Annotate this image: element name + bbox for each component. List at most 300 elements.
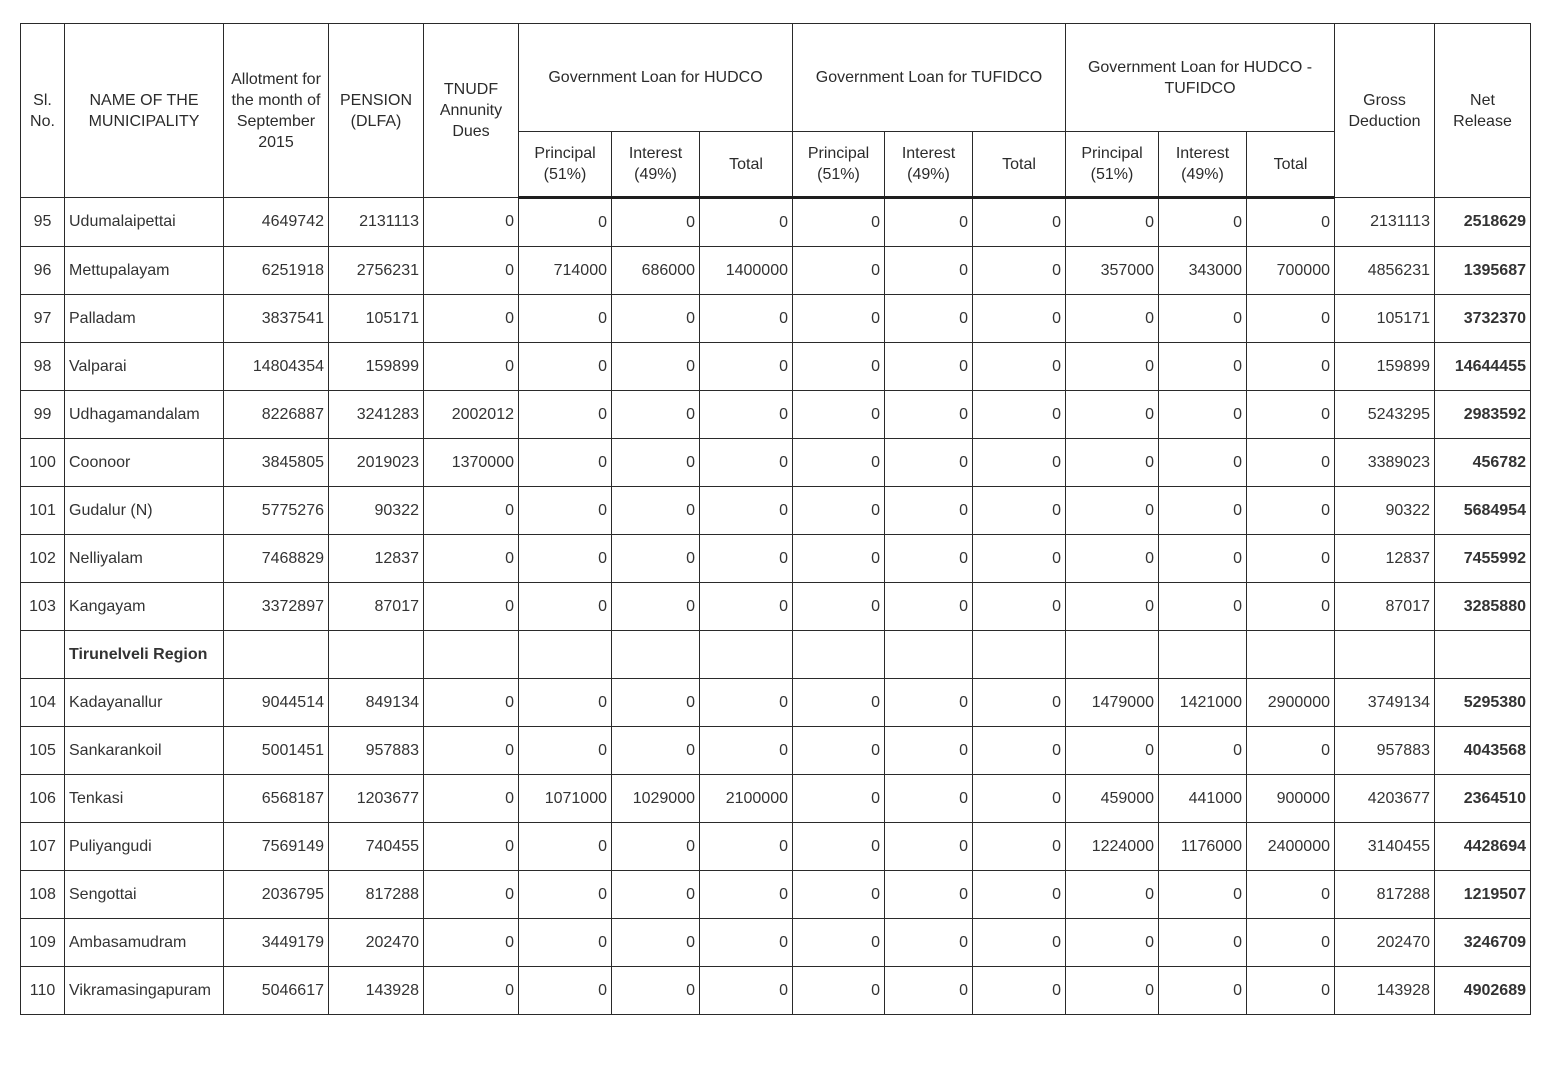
net-release-cell: 5295380 bbox=[1435, 679, 1531, 727]
hudco-tufidco-total-cell: 0 bbox=[1247, 295, 1335, 343]
hudco-principal-cell: 0 bbox=[519, 871, 612, 919]
table-row bbox=[21, 439, 1531, 487]
pension-cell: 2019023 bbox=[329, 439, 424, 487]
allotment-cell: 2036795 bbox=[224, 871, 329, 919]
hudco-tufidco-principal-cell: 0 bbox=[1066, 535, 1159, 583]
allotment-cell: 6568187 bbox=[224, 775, 329, 823]
net-release-cell: 7455992 bbox=[1435, 535, 1531, 583]
hudco-interest-cell: 0 bbox=[612, 871, 700, 919]
tnudf-cell: 0 bbox=[424, 919, 519, 967]
pension-cell: 1203677 bbox=[329, 775, 424, 823]
municipality-name-cell: Coonoor bbox=[65, 439, 224, 487]
tufidco-interest-cell: 0 bbox=[885, 679, 973, 727]
pension-cell: 105171 bbox=[329, 295, 424, 343]
allotment-cell: 5001451 bbox=[224, 727, 329, 775]
tufidco-interest-cell: 0 bbox=[885, 535, 973, 583]
hudco-tufidco-interest-cell: 0 bbox=[1159, 439, 1247, 487]
header-hudco-tufidco-principal: Principal (51%) bbox=[1066, 132, 1159, 198]
hudco-principal-cell: 0 bbox=[519, 823, 612, 871]
net-release-cell: 5684954 bbox=[1435, 487, 1531, 535]
gross-deduction-cell: 202470 bbox=[1335, 919, 1435, 967]
pension-cell: 159899 bbox=[329, 343, 424, 391]
table-row bbox=[21, 487, 1531, 535]
hudco-interest-cell: 0 bbox=[612, 343, 700, 391]
net-release-cell: 3246709 bbox=[1435, 919, 1531, 967]
hudco-interest-cell: 0 bbox=[612, 583, 700, 631]
sl-no-cell: 98 bbox=[21, 343, 65, 391]
allotment-cell: 4649742 bbox=[224, 198, 329, 247]
region-empty-cell bbox=[793, 631, 885, 679]
hudco-tufidco-principal-cell: 0 bbox=[1066, 439, 1159, 487]
gross-deduction-cell: 3389023 bbox=[1335, 439, 1435, 487]
hudco-interest-cell: 0 bbox=[612, 535, 700, 583]
hudco-tufidco-interest-cell: 0 bbox=[1159, 871, 1247, 919]
tufidco-principal-cell: 0 bbox=[793, 871, 885, 919]
region-empty-cell bbox=[519, 631, 612, 679]
allotment-cell: 3449179 bbox=[224, 919, 329, 967]
tufidco-principal-cell: 0 bbox=[793, 535, 885, 583]
tufidco-total-cell: 0 bbox=[973, 295, 1066, 343]
net-release-cell: 14644455 bbox=[1435, 343, 1531, 391]
hudco-total-cell: 0 bbox=[700, 823, 793, 871]
table-row bbox=[21, 919, 1531, 967]
region-empty-cell bbox=[885, 631, 973, 679]
document-page bbox=[20, 23, 1531, 1015]
region-empty-cell bbox=[1247, 631, 1335, 679]
region-empty-cell bbox=[224, 631, 329, 679]
pension-cell: 2131113 bbox=[329, 198, 424, 247]
hudco-principal-cell: 0 bbox=[519, 343, 612, 391]
header-hudco-tufidco-total: Total bbox=[1247, 132, 1335, 198]
hudco-tufidco-total-cell: 0 bbox=[1247, 198, 1335, 247]
gross-deduction-cell: 4203677 bbox=[1335, 775, 1435, 823]
hudco-interest-cell: 0 bbox=[612, 198, 700, 247]
hudco-tufidco-total-cell: 2400000 bbox=[1247, 823, 1335, 871]
header-tufidco-interest: Interest (49%) bbox=[885, 132, 973, 198]
pension-cell: 202470 bbox=[329, 919, 424, 967]
hudco-tufidco-interest-cell: 0 bbox=[1159, 391, 1247, 439]
hudco-principal-cell: 0 bbox=[519, 583, 612, 631]
hudco-principal-cell: 1071000 bbox=[519, 775, 612, 823]
municipality-name-cell: Kangayam bbox=[65, 583, 224, 631]
hudco-principal-cell: 0 bbox=[519, 439, 612, 487]
pension-cell: 817288 bbox=[329, 871, 424, 919]
hudco-interest-cell: 1029000 bbox=[612, 775, 700, 823]
tufidco-total-cell: 0 bbox=[973, 391, 1066, 439]
region-empty-cell bbox=[700, 631, 793, 679]
pension-cell: 143928 bbox=[329, 967, 424, 1015]
sl-no-cell: 101 bbox=[21, 487, 65, 535]
municipality-name-cell: Tenkasi bbox=[65, 775, 224, 823]
hudco-interest-cell: 0 bbox=[612, 727, 700, 775]
tufidco-principal-cell: 0 bbox=[793, 343, 885, 391]
tufidco-interest-cell: 0 bbox=[885, 775, 973, 823]
header-tufidco-total: Total bbox=[973, 132, 1066, 198]
region-empty-cell bbox=[973, 631, 1066, 679]
hudco-principal-cell: 0 bbox=[519, 487, 612, 535]
header-group-hudco: Government Loan for HUDCO bbox=[519, 24, 793, 132]
net-release-cell: 2364510 bbox=[1435, 775, 1531, 823]
gross-deduction-cell: 2131113 bbox=[1335, 198, 1435, 247]
hudco-interest-cell: 0 bbox=[612, 295, 700, 343]
tufidco-interest-cell: 0 bbox=[885, 295, 973, 343]
hudco-tufidco-total-cell: 2900000 bbox=[1247, 679, 1335, 727]
municipality-name-cell: Ambasamudram bbox=[65, 919, 224, 967]
hudco-tufidco-interest-cell: 1176000 bbox=[1159, 823, 1247, 871]
region-empty-cell bbox=[1335, 631, 1435, 679]
gross-deduction-cell: 5243295 bbox=[1335, 391, 1435, 439]
hudco-total-cell: 0 bbox=[700, 198, 793, 247]
pension-cell: 2756231 bbox=[329, 247, 424, 295]
header-group-tufidco: Government Loan for TUFIDCO bbox=[793, 24, 1066, 132]
hudco-tufidco-total-cell: 0 bbox=[1247, 487, 1335, 535]
region-empty-cell bbox=[1066, 631, 1159, 679]
pension-cell: 12837 bbox=[329, 535, 424, 583]
tufidco-total-cell: 0 bbox=[973, 535, 1066, 583]
net-release-cell: 2983592 bbox=[1435, 391, 1531, 439]
hudco-tufidco-principal-cell: 1224000 bbox=[1066, 823, 1159, 871]
hudco-tufidco-total-cell: 700000 bbox=[1247, 247, 1335, 295]
gross-deduction-cell: 143928 bbox=[1335, 967, 1435, 1015]
gross-deduction-cell: 105171 bbox=[1335, 295, 1435, 343]
tufidco-principal-cell: 0 bbox=[793, 295, 885, 343]
gross-deduction-cell: 87017 bbox=[1335, 583, 1435, 631]
hudco-tufidco-principal-cell: 0 bbox=[1066, 343, 1159, 391]
hudco-tufidco-total-cell: 0 bbox=[1247, 439, 1335, 487]
hudco-principal-cell: 0 bbox=[519, 198, 612, 247]
hudco-tufidco-total-cell: 0 bbox=[1247, 967, 1335, 1015]
municipality-name-cell: Udumalaipettai bbox=[65, 198, 224, 247]
net-release-cell: 4902689 bbox=[1435, 967, 1531, 1015]
hudco-principal-cell: 0 bbox=[519, 679, 612, 727]
table-row bbox=[21, 198, 1531, 247]
gross-deduction-cell: 12837 bbox=[1335, 535, 1435, 583]
allotment-cell: 9044514 bbox=[224, 679, 329, 727]
tufidco-principal-cell: 0 bbox=[793, 198, 885, 247]
allotment-cell: 14804354 bbox=[224, 343, 329, 391]
hudco-tufidco-total-cell: 0 bbox=[1247, 391, 1335, 439]
tufidco-principal-cell: 0 bbox=[793, 679, 885, 727]
hudco-total-cell: 0 bbox=[700, 679, 793, 727]
region-row bbox=[21, 631, 1531, 679]
tufidco-total-cell: 0 bbox=[973, 583, 1066, 631]
tufidco-total-cell: 0 bbox=[973, 487, 1066, 535]
allotment-cell: 3845805 bbox=[224, 439, 329, 487]
sl-no-cell: 108 bbox=[21, 871, 65, 919]
hudco-total-cell: 0 bbox=[700, 295, 793, 343]
sl-no-cell: 104 bbox=[21, 679, 65, 727]
tufidco-total-cell: 0 bbox=[973, 247, 1066, 295]
tnudf-cell: 2002012 bbox=[424, 391, 519, 439]
pension-cell: 90322 bbox=[329, 487, 424, 535]
tufidco-principal-cell: 0 bbox=[793, 391, 885, 439]
hudco-tufidco-principal-cell: 459000 bbox=[1066, 775, 1159, 823]
sl-no-cell: 95 bbox=[21, 198, 65, 247]
hudco-total-cell: 0 bbox=[700, 919, 793, 967]
net-release-cell: 456782 bbox=[1435, 439, 1531, 487]
hudco-tufidco-principal-cell: 0 bbox=[1066, 967, 1159, 1015]
tufidco-total-cell: 0 bbox=[973, 679, 1066, 727]
gross-deduction-cell: 817288 bbox=[1335, 871, 1435, 919]
hudco-tufidco-interest-cell: 0 bbox=[1159, 343, 1247, 391]
sl-no-cell: 109 bbox=[21, 919, 65, 967]
hudco-interest-cell: 0 bbox=[612, 439, 700, 487]
header-group-hudco-tufidco: Government Loan for HUDCO - TUFIDCO bbox=[1066, 24, 1335, 132]
pension-cell: 740455 bbox=[329, 823, 424, 871]
pension-cell: 957883 bbox=[329, 727, 424, 775]
hudco-principal-cell: 0 bbox=[519, 295, 612, 343]
allotment-cell: 7569149 bbox=[224, 823, 329, 871]
municipality-name-cell: Kadayanallur bbox=[65, 679, 224, 727]
municipality-release-table bbox=[20, 23, 1531, 1015]
table-row bbox=[21, 727, 1531, 775]
hudco-interest-cell: 0 bbox=[612, 487, 700, 535]
hudco-tufidco-interest-cell: 343000 bbox=[1159, 247, 1247, 295]
tufidco-interest-cell: 0 bbox=[885, 391, 973, 439]
municipality-name-cell: Gudalur (N) bbox=[65, 487, 224, 535]
sl-no-cell: 106 bbox=[21, 775, 65, 823]
tufidco-principal-cell: 0 bbox=[793, 727, 885, 775]
hudco-interest-cell: 0 bbox=[612, 823, 700, 871]
region-empty-cell bbox=[1435, 631, 1531, 679]
hudco-tufidco-interest-cell: 0 bbox=[1159, 198, 1247, 247]
tufidco-interest-cell: 0 bbox=[885, 919, 973, 967]
allotment-cell: 7468829 bbox=[224, 535, 329, 583]
municipality-name-cell: Puliyangudi bbox=[65, 823, 224, 871]
hudco-principal-cell: 714000 bbox=[519, 247, 612, 295]
net-release-cell: 4043568 bbox=[1435, 727, 1531, 775]
tnudf-cell: 0 bbox=[424, 823, 519, 871]
gross-deduction-cell: 3749134 bbox=[1335, 679, 1435, 727]
hudco-interest-cell: 0 bbox=[612, 919, 700, 967]
tufidco-principal-cell: 0 bbox=[793, 583, 885, 631]
header-tnudf: TNUDF Annunity Dues bbox=[424, 24, 519, 198]
tufidco-total-cell: 0 bbox=[973, 919, 1066, 967]
sl-no-cell: 107 bbox=[21, 823, 65, 871]
tufidco-total-cell: 0 bbox=[973, 343, 1066, 391]
tufidco-interest-cell: 0 bbox=[885, 727, 973, 775]
tufidco-total-cell: 0 bbox=[973, 727, 1066, 775]
gross-deduction-cell: 90322 bbox=[1335, 487, 1435, 535]
tnudf-cell: 0 bbox=[424, 343, 519, 391]
tufidco-principal-cell: 0 bbox=[793, 967, 885, 1015]
sl-no-cell: 105 bbox=[21, 727, 65, 775]
tufidco-total-cell: 0 bbox=[973, 439, 1066, 487]
tufidco-interest-cell: 0 bbox=[885, 247, 973, 295]
municipality-name-cell: Sankarankoil bbox=[65, 727, 224, 775]
tufidco-interest-cell: 0 bbox=[885, 967, 973, 1015]
hudco-tufidco-interest-cell: 0 bbox=[1159, 919, 1247, 967]
hudco-tufidco-principal-cell: 0 bbox=[1066, 295, 1159, 343]
sl-no-cell: 110 bbox=[21, 967, 65, 1015]
hudco-tufidco-total-cell: 0 bbox=[1247, 343, 1335, 391]
hudco-interest-cell: 0 bbox=[612, 679, 700, 727]
sl-no-cell: 102 bbox=[21, 535, 65, 583]
tufidco-interest-cell: 0 bbox=[885, 198, 973, 247]
header-municipality-name: NAME OF THE MUNICIPALITY bbox=[65, 24, 224, 198]
header-hudco-total: Total bbox=[700, 132, 793, 198]
table-row bbox=[21, 679, 1531, 727]
tnudf-cell: 0 bbox=[424, 727, 519, 775]
tufidco-interest-cell: 0 bbox=[885, 823, 973, 871]
allotment-cell: 3372897 bbox=[224, 583, 329, 631]
hudco-tufidco-total-cell: 0 bbox=[1247, 919, 1335, 967]
tufidco-principal-cell: 0 bbox=[793, 247, 885, 295]
hudco-tufidco-principal-cell: 0 bbox=[1066, 198, 1159, 247]
tufidco-total-cell: 0 bbox=[973, 775, 1066, 823]
tnudf-cell: 1370000 bbox=[424, 439, 519, 487]
pension-cell: 3241283 bbox=[329, 391, 424, 439]
sl-no-cell: 103 bbox=[21, 583, 65, 631]
hudco-tufidco-interest-cell: 0 bbox=[1159, 967, 1247, 1015]
sl-no-cell: 97 bbox=[21, 295, 65, 343]
hudco-tufidco-principal-cell: 357000 bbox=[1066, 247, 1159, 295]
allotment-cell: 5046617 bbox=[224, 967, 329, 1015]
header-hudco-interest: Interest (49%) bbox=[612, 132, 700, 198]
hudco-tufidco-principal-cell: 0 bbox=[1066, 583, 1159, 631]
hudco-tufidco-total-cell: 0 bbox=[1247, 871, 1335, 919]
hudco-principal-cell: 0 bbox=[519, 391, 612, 439]
net-release-cell: 3285880 bbox=[1435, 583, 1531, 631]
hudco-tufidco-principal-cell: 0 bbox=[1066, 391, 1159, 439]
tufidco-principal-cell: 0 bbox=[793, 439, 885, 487]
region-empty-cell bbox=[612, 631, 700, 679]
hudco-principal-cell: 0 bbox=[519, 727, 612, 775]
region-empty-cell bbox=[424, 631, 519, 679]
table-row bbox=[21, 967, 1531, 1015]
net-release-cell: 2518629 bbox=[1435, 198, 1531, 247]
table-row bbox=[21, 823, 1531, 871]
tufidco-principal-cell: 0 bbox=[793, 487, 885, 535]
table-body bbox=[21, 198, 1531, 1015]
tnudf-cell: 0 bbox=[424, 295, 519, 343]
municipality-name-cell: Palladam bbox=[65, 295, 224, 343]
hudco-total-cell: 0 bbox=[700, 391, 793, 439]
municipality-name-cell: Sengottai bbox=[65, 871, 224, 919]
tnudf-cell: 0 bbox=[424, 775, 519, 823]
hudco-total-cell: 0 bbox=[700, 535, 793, 583]
table-row bbox=[21, 583, 1531, 631]
tnudf-cell: 0 bbox=[424, 198, 519, 247]
hudco-tufidco-total-cell: 0 bbox=[1247, 583, 1335, 631]
allotment-cell: 6251918 bbox=[224, 247, 329, 295]
tnudf-cell: 0 bbox=[424, 535, 519, 583]
tnudf-cell: 0 bbox=[424, 967, 519, 1015]
hudco-total-cell: 0 bbox=[700, 487, 793, 535]
table-row bbox=[21, 391, 1531, 439]
net-release-cell: 4428694 bbox=[1435, 823, 1531, 871]
hudco-tufidco-principal-cell: 1479000 bbox=[1066, 679, 1159, 727]
tufidco-total-cell: 0 bbox=[973, 823, 1066, 871]
tnudf-cell: 0 bbox=[424, 487, 519, 535]
table-row bbox=[21, 295, 1531, 343]
table-row bbox=[21, 871, 1531, 919]
tufidco-principal-cell: 0 bbox=[793, 823, 885, 871]
tufidco-interest-cell: 0 bbox=[885, 871, 973, 919]
tufidco-total-cell: 0 bbox=[973, 967, 1066, 1015]
hudco-total-cell: 0 bbox=[700, 343, 793, 391]
header-tufidco-principal: Principal (51%) bbox=[793, 132, 885, 198]
region-label: Tirunelveli Region bbox=[65, 631, 224, 679]
gross-deduction-cell: 159899 bbox=[1335, 343, 1435, 391]
hudco-interest-cell: 0 bbox=[612, 967, 700, 1015]
header-allotment: Allotment for the month of September 2015 bbox=[224, 24, 329, 198]
sl-no-cell: 99 bbox=[21, 391, 65, 439]
pension-cell: 87017 bbox=[329, 583, 424, 631]
tufidco-total-cell: 0 bbox=[973, 198, 1066, 247]
gross-deduction-cell: 4856231 bbox=[1335, 247, 1435, 295]
region-empty-cell bbox=[329, 631, 424, 679]
gross-deduction-cell: 3140455 bbox=[1335, 823, 1435, 871]
hudco-tufidco-interest-cell: 0 bbox=[1159, 727, 1247, 775]
municipality-name-cell: Udhagamandalam bbox=[65, 391, 224, 439]
header-sl-no: Sl. No. bbox=[21, 24, 65, 198]
hudco-principal-cell: 0 bbox=[519, 919, 612, 967]
hudco-total-cell: 0 bbox=[700, 583, 793, 631]
tufidco-total-cell: 0 bbox=[973, 871, 1066, 919]
gross-deduction-cell: 957883 bbox=[1335, 727, 1435, 775]
tufidco-interest-cell: 0 bbox=[885, 583, 973, 631]
table-row bbox=[21, 535, 1531, 583]
pension-cell: 849134 bbox=[329, 679, 424, 727]
tnudf-cell: 0 bbox=[424, 247, 519, 295]
hudco-tufidco-interest-cell: 1421000 bbox=[1159, 679, 1247, 727]
header-gross-deduction: Gross Deduction bbox=[1335, 24, 1435, 198]
hudco-tufidco-principal-cell: 0 bbox=[1066, 727, 1159, 775]
header-hudco-principal: Principal (51%) bbox=[519, 132, 612, 198]
hudco-tufidco-interest-cell: 0 bbox=[1159, 295, 1247, 343]
hudco-tufidco-interest-cell: 441000 bbox=[1159, 775, 1247, 823]
net-release-cell: 3732370 bbox=[1435, 295, 1531, 343]
hudco-principal-cell: 0 bbox=[519, 967, 612, 1015]
net-release-cell: 1219507 bbox=[1435, 871, 1531, 919]
hudco-tufidco-principal-cell: 0 bbox=[1066, 919, 1159, 967]
allotment-cell: 5775276 bbox=[224, 487, 329, 535]
region-empty-cell bbox=[1159, 631, 1247, 679]
region-sl-cell bbox=[21, 631, 65, 679]
hudco-total-cell: 0 bbox=[700, 727, 793, 775]
net-release-cell: 1395687 bbox=[1435, 247, 1531, 295]
tufidco-principal-cell: 0 bbox=[793, 775, 885, 823]
tufidco-interest-cell: 0 bbox=[885, 343, 973, 391]
hudco-principal-cell: 0 bbox=[519, 535, 612, 583]
hudco-total-cell: 0 bbox=[700, 439, 793, 487]
table-row bbox=[21, 343, 1531, 391]
header-pension: PENSION (DLFA) bbox=[329, 24, 424, 198]
sl-no-cell: 96 bbox=[21, 247, 65, 295]
municipality-name-cell: Valparai bbox=[65, 343, 224, 391]
table-row bbox=[21, 247, 1531, 295]
hudco-tufidco-interest-cell: 0 bbox=[1159, 583, 1247, 631]
hudco-interest-cell: 686000 bbox=[612, 247, 700, 295]
hudco-total-cell: 2100000 bbox=[700, 775, 793, 823]
tufidco-principal-cell: 0 bbox=[793, 919, 885, 967]
tufidco-interest-cell: 0 bbox=[885, 487, 973, 535]
hudco-interest-cell: 0 bbox=[612, 391, 700, 439]
hudco-tufidco-interest-cell: 0 bbox=[1159, 487, 1247, 535]
tnudf-cell: 0 bbox=[424, 679, 519, 727]
table-row bbox=[21, 775, 1531, 823]
hudco-tufidco-principal-cell: 0 bbox=[1066, 487, 1159, 535]
hudco-tufidco-principal-cell: 0 bbox=[1066, 871, 1159, 919]
hudco-tufidco-total-cell: 0 bbox=[1247, 535, 1335, 583]
header-net-release: Net Release bbox=[1435, 24, 1531, 198]
sl-no-cell: 100 bbox=[21, 439, 65, 487]
tufidco-interest-cell: 0 bbox=[885, 439, 973, 487]
municipality-name-cell: Vikramasingapuram bbox=[65, 967, 224, 1015]
allotment-cell: 3837541 bbox=[224, 295, 329, 343]
header-hudco-tufidco-interest: Interest (49%) bbox=[1159, 132, 1247, 198]
